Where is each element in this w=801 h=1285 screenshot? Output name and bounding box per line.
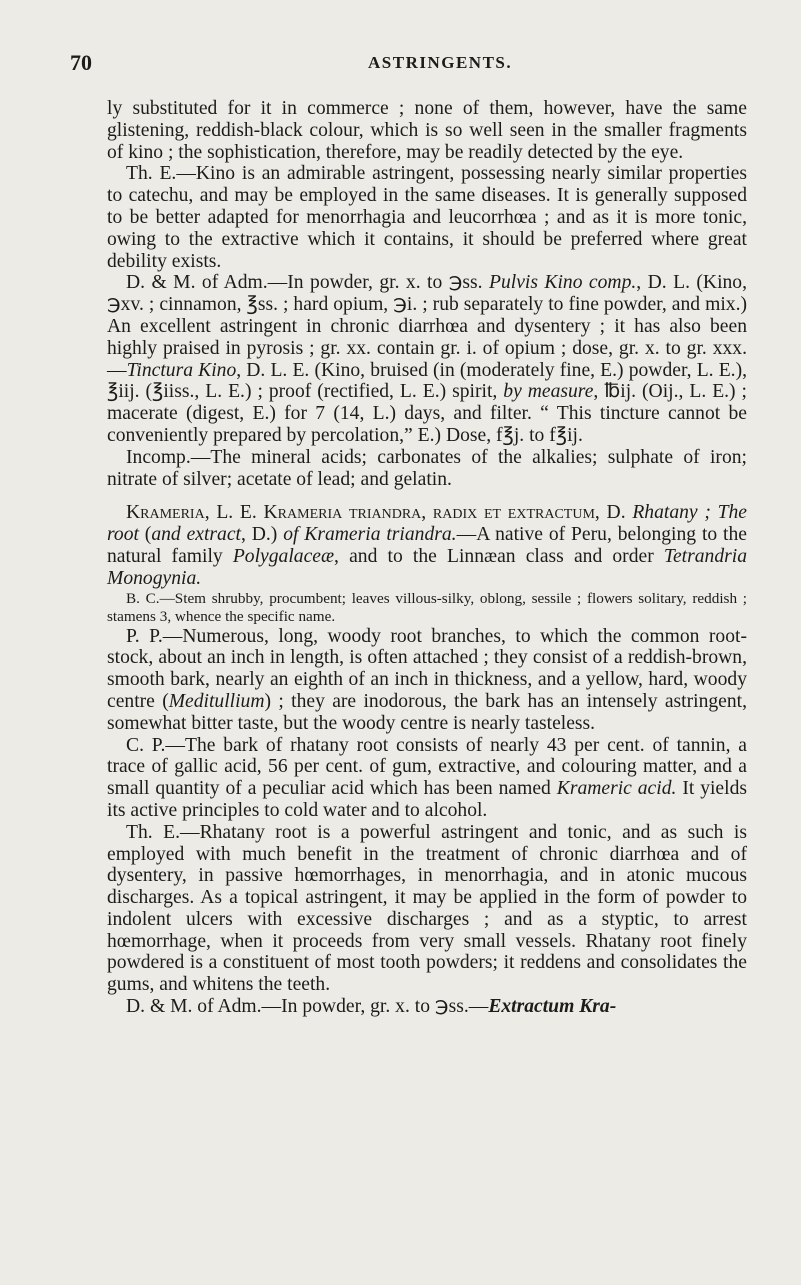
text-run: , D.) bbox=[240, 524, 284, 546]
running-head: ASTRINGENTS. bbox=[368, 53, 513, 72]
text-run: , ℔ij. (Oij., L. E.) ; macerate (digest, E.) for 7 (14, L.) days, and filter. “ This tincture cannot be conveniently prepared by percolation,” E.) Dose, f℥j. to f℥ij. bbox=[107, 381, 747, 446]
paragraph-kino-therapeutic-effects: Th. E.—Kino is an admirable astringent, possessing nearly similar properties to catechu, and may be employed in the same diseases. It is generally supposed to be better adapted for menorrhagia and leucorrhœa ; and as it is more tonic, owing to the extractive which it contains, it should be preferred where great debility exists. bbox=[107, 163, 747, 272]
text-run: D. & M. of Adm.—In powder, gr. x. to ℈ss.— bbox=[126, 996, 489, 1018]
paragraph-botanical-characters: B. C.—Stem shrubby, procumbent; leaves villous-silky, oblong, sessile ; flowers solitary, reddish ; stamens 3, whence the specific name. bbox=[107, 589, 747, 625]
text-run: Extractum Kra- bbox=[488, 996, 617, 1018]
krameria-title: Krameria, L. E. Krameria triandra, radix et extractum, D. bbox=[126, 502, 633, 524]
text-run: ( bbox=[138, 524, 152, 546]
page-header bbox=[70, 50, 781, 76]
by-measure-text: by measure bbox=[503, 381, 594, 403]
text-run: Meditullium bbox=[168, 690, 265, 712]
paragraph-krameria-heading bbox=[107, 502, 747, 589]
paragraph-rhatany-therapeutic-effects: Th. E.—Rhatany root is a powerful astringent and tonic, and as such is employed with much benefit in the treatment of chronic diarrhœa and of dysentery, in passive hœmorrhages, in menorrhagia, and in atonic mucous discharges. As a topical astringent, it may be applied in the form of powder to indolent ulcers with excessive discharges ; and as a styptic, to arrest hœmorrhage, when it proceeds from very small vessels. Rhatany root finely powdered is a constituent of most tooth powders; it reddens and consolidates the gums, and whitens the teeth. bbox=[107, 821, 747, 996]
text-run: Rhatany ; The root bbox=[107, 502, 747, 546]
text-run: of Krameria triandra. bbox=[283, 524, 457, 546]
section-gap bbox=[107, 490, 747, 502]
paragraph-kino-dose bbox=[107, 272, 747, 446]
text-run: —A native of Peru, belonging to the natural family bbox=[107, 524, 747, 567]
text-run: ) ; they are inodorous, the bark has an intensely astringent, somewhat bitter taste, but the woody centre is nearly tasteless. bbox=[107, 690, 747, 734]
text-run: , and to the Linnæan class and order bbox=[334, 545, 664, 567]
text-run: , D. L. (Kino, ℈xv. ; cinnamon, ℥ss. ; hard opium, ℈i. ; rub separately to fine powder, and mix.) An excellent astringent in chronic diarrhœa and dysentery ; it has also been highly praised in pyrosis ; gr. xx. contain gr. i. of opium ; dose, gr. x. to gr. xxx.— bbox=[107, 272, 748, 381]
text-run: P. P.—Numerous, long, woody root branches, to which the common root-stock, about an inch in length, is often attached ; they consist of a reddish-brown, smooth bark, nearly an eighth of an inch in thickness, and a yellow, hard, woody centre ( bbox=[107, 625, 747, 712]
pulvis-kino-name: Pulvis Kino comp. bbox=[488, 272, 637, 294]
text-run: Krameric acid. bbox=[556, 778, 677, 800]
text-run: C. P.—The bark of rhatany root consists of nearly 43 per cent. of tannin, a trace of gallic acid, 56 per cent. of gum, extractive, and colouring matter, and a small quantity of a peculiar acid which has been named bbox=[107, 734, 747, 800]
page-number: 70 bbox=[70, 50, 92, 75]
text-run: D. & M. of Adm.—In powder, gr. x. to ℈ss. bbox=[126, 272, 489, 294]
text-run: Polygalaceæ bbox=[232, 545, 335, 567]
paragraph-rhatany-dose bbox=[107, 996, 747, 1018]
text-run: and extract bbox=[151, 524, 241, 546]
text-run: , D. L. E. (Kino, bruised (in (moderately fine, E.) powder, L. E.), ℥iij. (℥iiss., L. E.) ; proof (rectified, L. E.) spirit, bbox=[107, 359, 747, 403]
paragraph-kino-incompatibles: Incomp.—The mineral acids; carbonates of the alkalies; sulphate of iron; nitrate of silver; acetate of lead; and gelatin. bbox=[107, 446, 747, 490]
text-run: Tetrandria Monogynia. bbox=[107, 545, 747, 589]
paragraph-kino-adulteration: ly substituted for it in commerce ; none of them, however, have the same glistening, reddish-black colour, which is so well seen in the smaller fragments of kino ; the sophistication, therefore, may be readily detected by the eye. bbox=[107, 98, 747, 163]
tinctura-kino-name: Tinctura Kino bbox=[126, 359, 237, 381]
text-body bbox=[107, 98, 747, 1018]
paragraph-chemical-properties bbox=[107, 735, 747, 822]
text-run: It yields its active principles to cold water and to alcohol. bbox=[107, 778, 747, 821]
paragraph-physical-properties bbox=[107, 626, 747, 735]
